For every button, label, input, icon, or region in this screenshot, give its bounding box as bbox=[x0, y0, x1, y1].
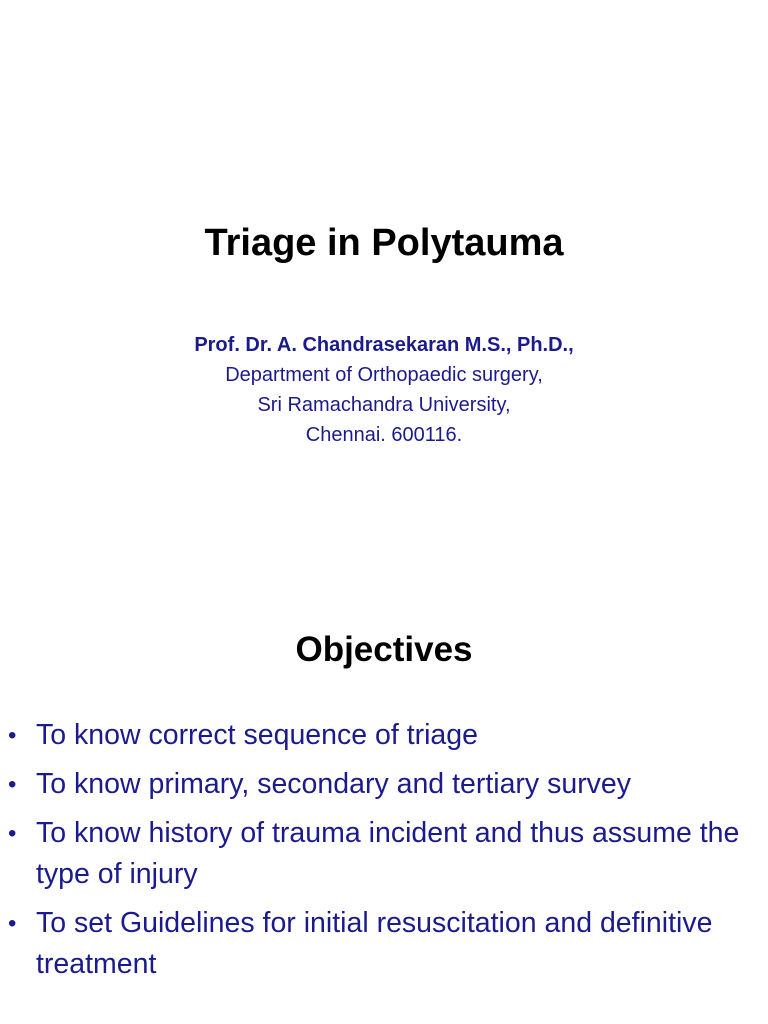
bullet-icon: • bbox=[8, 722, 17, 749]
author-department: Department of Orthopaedic surgery, bbox=[225, 364, 543, 386]
objective-text: To know correct sequence of triage bbox=[36, 719, 478, 751]
objective-text: To set Guidelines for initial resuscitation and definitive treatment bbox=[36, 907, 713, 980]
objective-item bbox=[0, 903, 768, 985]
objective-text: To know history of trauma incident and thus assume the type of injury bbox=[36, 817, 740, 890]
author-university: Sri Ramachandra University, bbox=[257, 394, 511, 416]
bullet-icon: • bbox=[8, 910, 17, 937]
objectives-list bbox=[0, 715, 768, 993]
objective-item bbox=[0, 715, 768, 756]
author-name: Prof. Dr. A. Chandrasekaran M.S., Ph.D., bbox=[194, 334, 574, 356]
objective-item bbox=[0, 813, 768, 895]
objectives-heading: Objectives bbox=[295, 630, 473, 669]
objective-item bbox=[0, 764, 768, 805]
objective-text: To know primary, secondary and tertiary survey bbox=[36, 768, 632, 800]
author-city: Chennai. 600116. bbox=[305, 424, 463, 446]
author-block bbox=[0, 330, 768, 450]
bullet-icon: • bbox=[8, 771, 17, 798]
bullet-icon: • bbox=[8, 820, 17, 847]
slide-title: Triage in Polytauma bbox=[204, 222, 564, 264]
